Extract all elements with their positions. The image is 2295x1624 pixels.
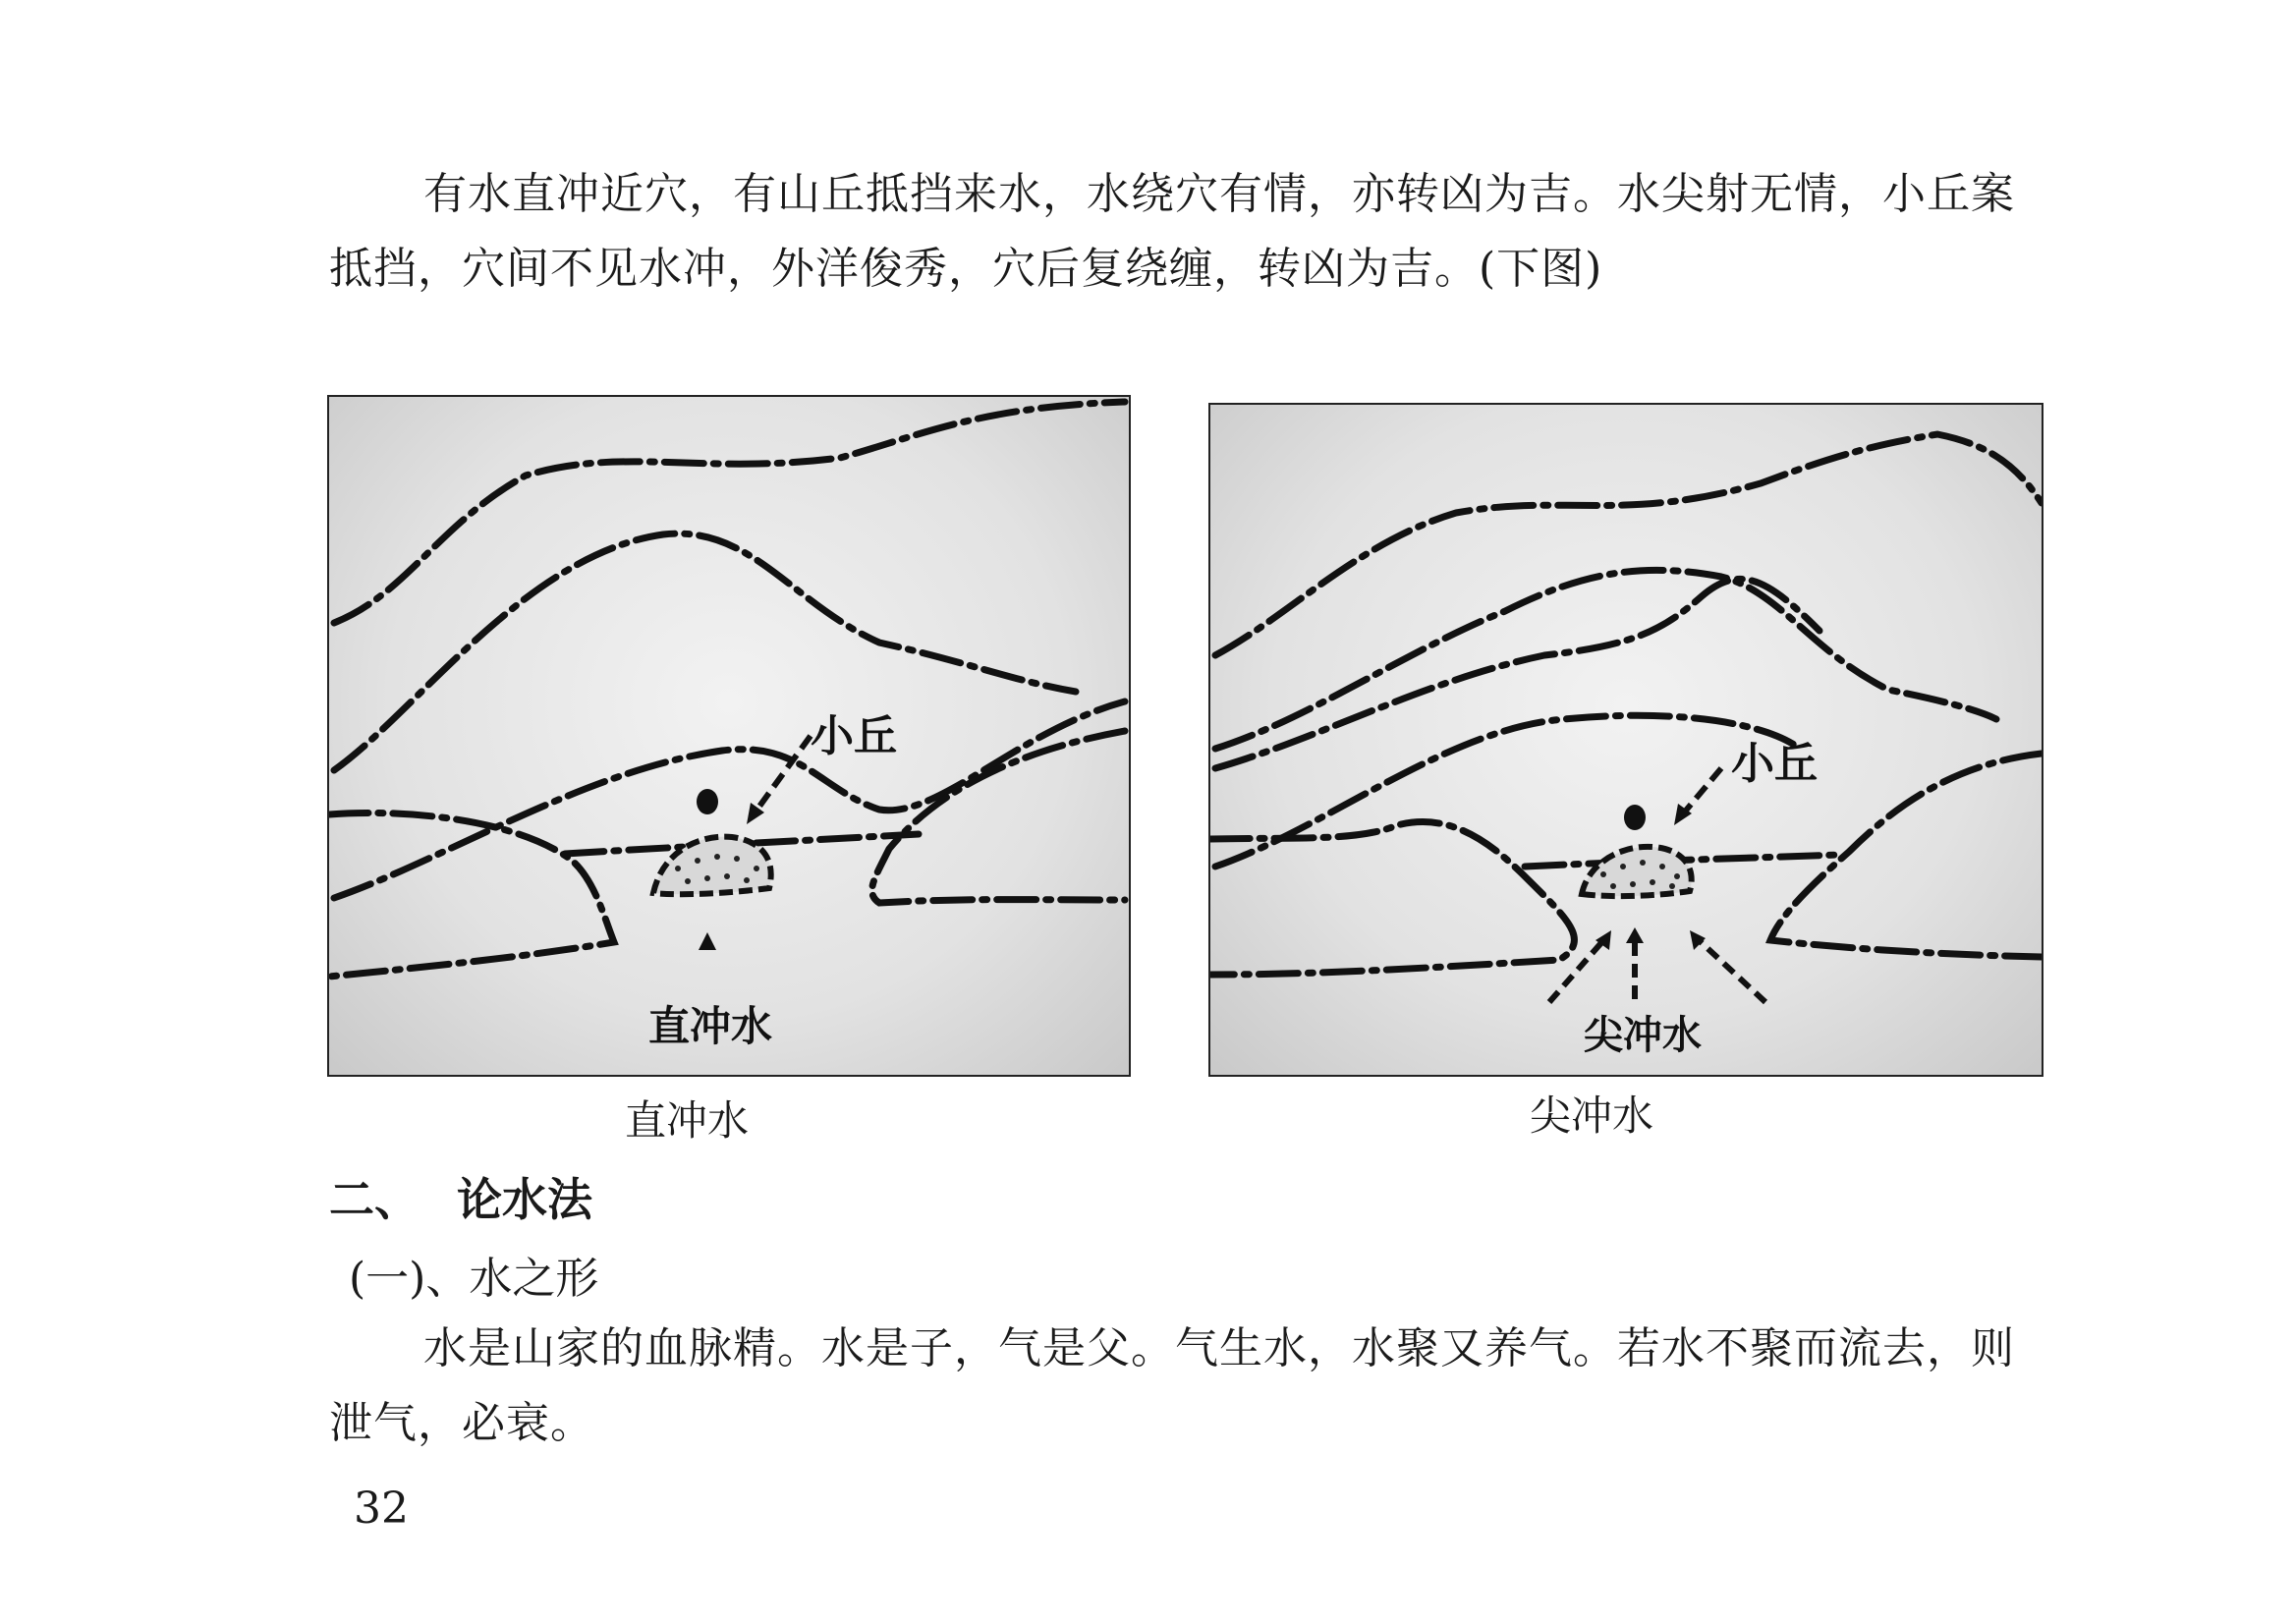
subsection-heading: (一)、水之形 bbox=[349, 1254, 599, 1304]
ridge-line-mid bbox=[334, 533, 1076, 770]
ridge-line-far bbox=[1215, 434, 2042, 655]
hill-label: 小丘 bbox=[1731, 739, 1818, 789]
water-paragraph bbox=[329, 1312, 2137, 1461]
page-number: 32 bbox=[354, 1484, 409, 1534]
ridge-line-mid bbox=[1215, 570, 1996, 749]
burial-point bbox=[697, 789, 718, 814]
incoming-water-arrows bbox=[1549, 938, 1765, 1002]
ridge-line-far bbox=[334, 402, 1125, 623]
small-hill bbox=[1582, 847, 1692, 896]
figure-sharp-water-drawing bbox=[1210, 405, 2042, 1075]
section-title: 论水法 bbox=[457, 1173, 592, 1226]
figure-label: 尖冲水 bbox=[1584, 1013, 1702, 1058]
burial-point bbox=[1624, 805, 1646, 830]
hill-label: 小丘 bbox=[811, 711, 897, 761]
intro-paragraph-line-2: 抵挡，穴间不见水冲，外洋俊秀，穴后复绕缠，转凶为吉。(下图) bbox=[329, 244, 1603, 294]
section-number: 二、 bbox=[329, 1173, 420, 1226]
small-hill bbox=[653, 837, 771, 895]
figure-label: 直冲水 bbox=[648, 1002, 773, 1050]
figure-caption-direct-water: 直冲水 bbox=[624, 1096, 749, 1145]
figure-direct-water-drawing bbox=[329, 397, 1129, 1075]
right-hill bbox=[872, 731, 1125, 903]
figure-caption-sharp-water: 尖冲水 bbox=[1529, 1092, 1653, 1140]
water-paragraph-line-1: 水是山家的血脉精。水是子，气是父。气生水，水聚又养气。若水不聚而流去，则 bbox=[423, 1323, 2015, 1373]
intro-paragraph bbox=[329, 157, 2137, 307]
water-paragraph-line-2: 泄气，必衰。 bbox=[329, 1398, 594, 1448]
figure-sharp-water bbox=[1208, 403, 2043, 1077]
water-arrow bbox=[699, 932, 716, 950]
figure-direct-water bbox=[327, 395, 1131, 1077]
section-heading bbox=[329, 1164, 592, 1229]
intro-paragraph-line-1: 有水直冲近穴，有山丘抵挡来水，水绕穴有情，亦转凶为吉。水尖射无情，小丘案 bbox=[423, 169, 2015, 219]
